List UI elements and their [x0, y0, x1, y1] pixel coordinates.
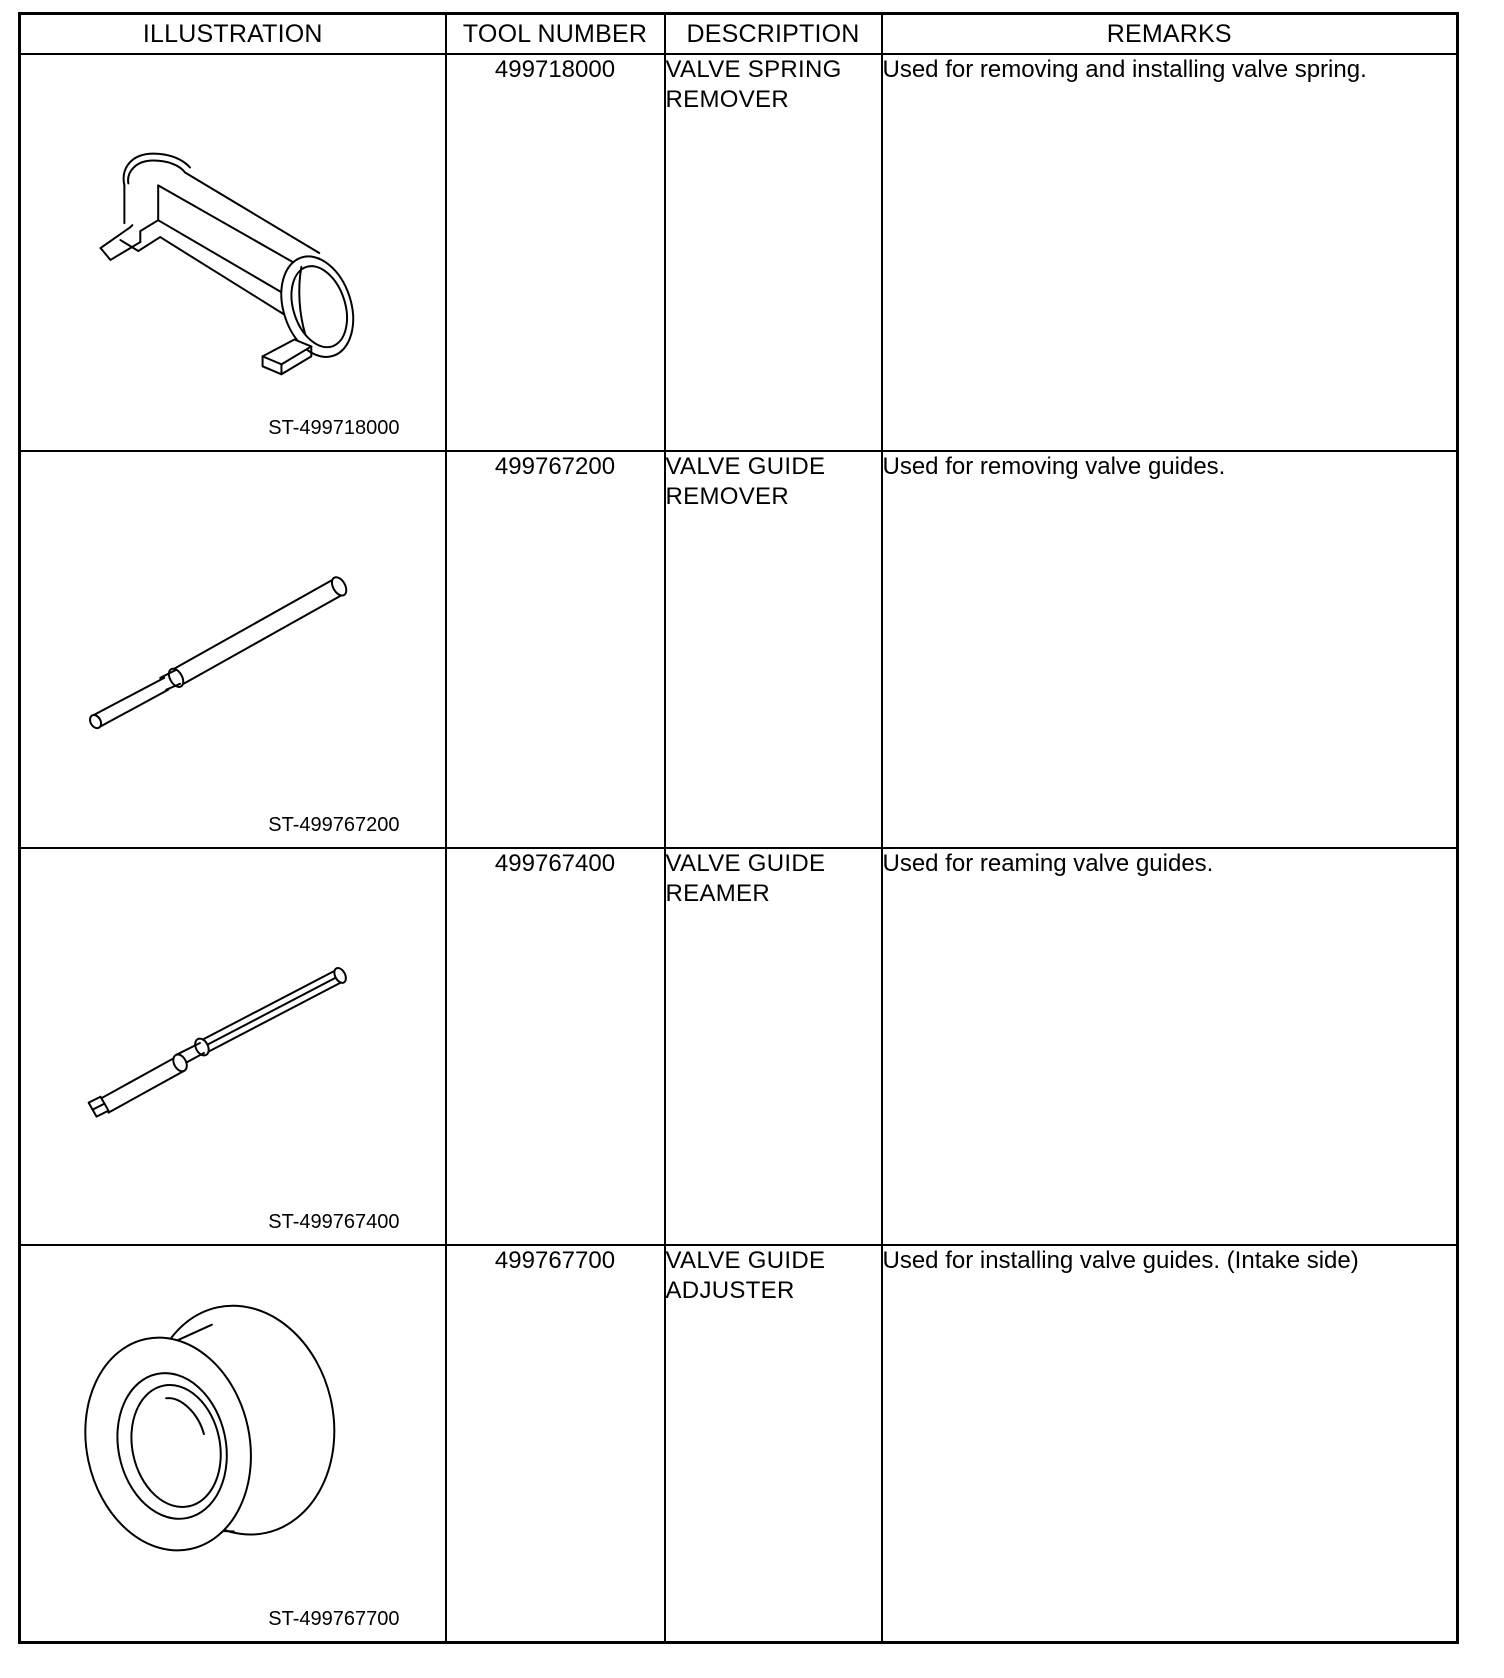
description-line: VALVE GUIDE: [665, 453, 826, 480]
tool-number: 499767400: [446, 848, 665, 1245]
illustration-cell: [20, 1245, 446, 1643]
description-line: REMOVER: [665, 483, 789, 510]
illustration-cell: [20, 54, 446, 451]
illustration-code: ST-499718000: [268, 417, 400, 439]
valve-guide-reamer-icon: [21, 849, 445, 1244]
description-line: REAMER: [665, 880, 770, 907]
table-row: [20, 848, 1458, 1245]
special-tools-table: [18, 12, 1459, 1644]
remarks: Used for installing valve guides. (Intake side): [882, 1245, 1458, 1643]
header-remarks: REMARKS: [882, 14, 1458, 55]
illustration-code: ST-499767400: [268, 1211, 400, 1233]
valve-spring-remover-icon: [21, 55, 445, 450]
table-row: [20, 54, 1458, 451]
table-row: [20, 1245, 1458, 1643]
remarks: Used for removing and installing valve spring.: [882, 54, 1458, 451]
illustration-code: ST-499767700: [268, 1608, 400, 1630]
description: [665, 1245, 882, 1643]
tool-number: 499767200: [446, 451, 665, 848]
header-row: [20, 14, 1458, 55]
tool-number: 499718000: [446, 54, 665, 451]
header-description: DESCRIPTION: [665, 14, 882, 55]
description-line: VALVE GUIDE: [665, 850, 826, 877]
header-tool-number: TOOL NUMBER: [446, 14, 665, 55]
tool-number: 499767700: [446, 1245, 665, 1643]
description: [665, 848, 882, 1245]
header-illustration: ILLUSTRATION: [20, 14, 446, 55]
valve-guide-adjuster-icon: [21, 1246, 445, 1641]
description-line: ADJUSTER: [665, 1277, 795, 1304]
description-line: REMOVER: [665, 86, 789, 113]
illustration-cell: [20, 848, 446, 1245]
table-row: [20, 451, 1458, 848]
description: [665, 54, 882, 451]
valve-guide-remover-icon: [21, 452, 445, 847]
illustration-code: ST-499767200: [268, 814, 400, 836]
description: [665, 451, 882, 848]
remarks: Used for reaming valve guides.: [882, 848, 1458, 1245]
description-line: VALVE GUIDE: [665, 1247, 826, 1274]
description-line: VALVE SPRING: [665, 56, 842, 83]
illustration-cell: [20, 451, 446, 848]
remarks: Used for removing valve guides.: [882, 451, 1458, 848]
